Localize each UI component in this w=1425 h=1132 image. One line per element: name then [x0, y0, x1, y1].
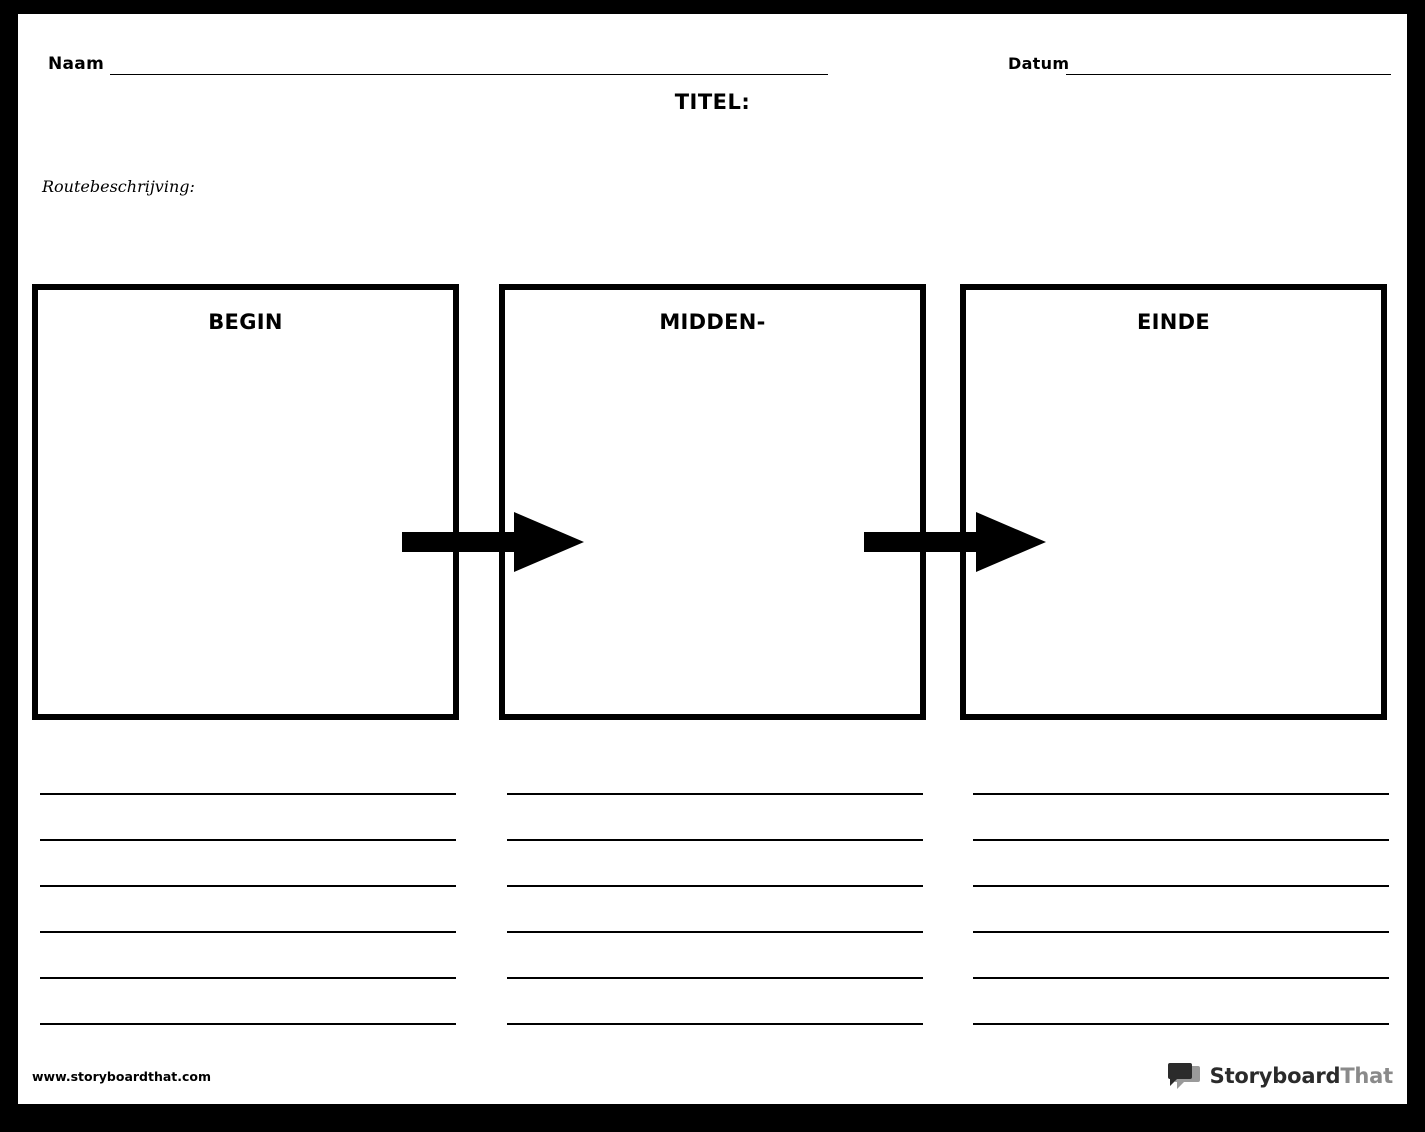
- writing-line[interactable]: [973, 795, 1389, 841]
- box-beginning[interactable]: [32, 284, 459, 720]
- writing-lines-end[interactable]: [973, 749, 1389, 1025]
- writing-line[interactable]: [40, 795, 456, 841]
- brand-name-primary: Storyboard: [1209, 1064, 1341, 1088]
- writing-line[interactable]: [507, 979, 923, 1025]
- writing-lines-middle[interactable]: [507, 749, 923, 1025]
- writing-line[interactable]: [40, 933, 456, 979]
- date-input-rule[interactable]: [1066, 74, 1391, 75]
- writing-line[interactable]: [507, 795, 923, 841]
- writing-line[interactable]: [973, 933, 1389, 979]
- worksheet-sheet: [18, 14, 1407, 1104]
- title-label: TITEL:: [674, 90, 751, 114]
- brand-name: [1210, 1064, 1393, 1088]
- name-label: Naam: [48, 54, 105, 74]
- writing-line[interactable]: [507, 933, 923, 979]
- footer-url[interactable]: www.storyboardthat.com: [32, 1069, 212, 1084]
- box-beginning-label: BEGIN: [208, 310, 283, 334]
- writing-line[interactable]: [507, 841, 923, 887]
- writing-line[interactable]: [973, 841, 1389, 887]
- brand-logo-group[interactable]: [1168, 1062, 1393, 1090]
- directions-label: Routebeschrijving:: [42, 177, 195, 196]
- sequence-boxes: [18, 284, 1407, 724]
- writing-lines-beginning[interactable]: [40, 749, 456, 1025]
- brand-name-secondary: That: [1340, 1064, 1393, 1088]
- arrow-right-icon: [864, 512, 1046, 572]
- header-row: [18, 34, 1407, 78]
- writing-line[interactable]: [40, 979, 456, 1025]
- writing-line[interactable]: [973, 887, 1389, 933]
- writing-line[interactable]: [973, 749, 1389, 795]
- date-label: Datum: [1008, 54, 1070, 73]
- writing-line[interactable]: [40, 841, 456, 887]
- writing-line[interactable]: [40, 887, 456, 933]
- box-middle[interactable]: [499, 284, 926, 720]
- writing-line[interactable]: [973, 979, 1389, 1025]
- name-input-rule[interactable]: [110, 74, 828, 75]
- writing-line[interactable]: [507, 887, 923, 933]
- writing-line[interactable]: [40, 749, 456, 795]
- writing-line[interactable]: [507, 749, 923, 795]
- box-middle-label: MIDDEN-: [659, 310, 766, 334]
- box-end-label: EINDE: [1136, 310, 1210, 334]
- speech-bubble-icon: [1168, 1062, 1202, 1090]
- box-end[interactable]: [960, 284, 1387, 720]
- arrow-right-icon: [402, 512, 584, 572]
